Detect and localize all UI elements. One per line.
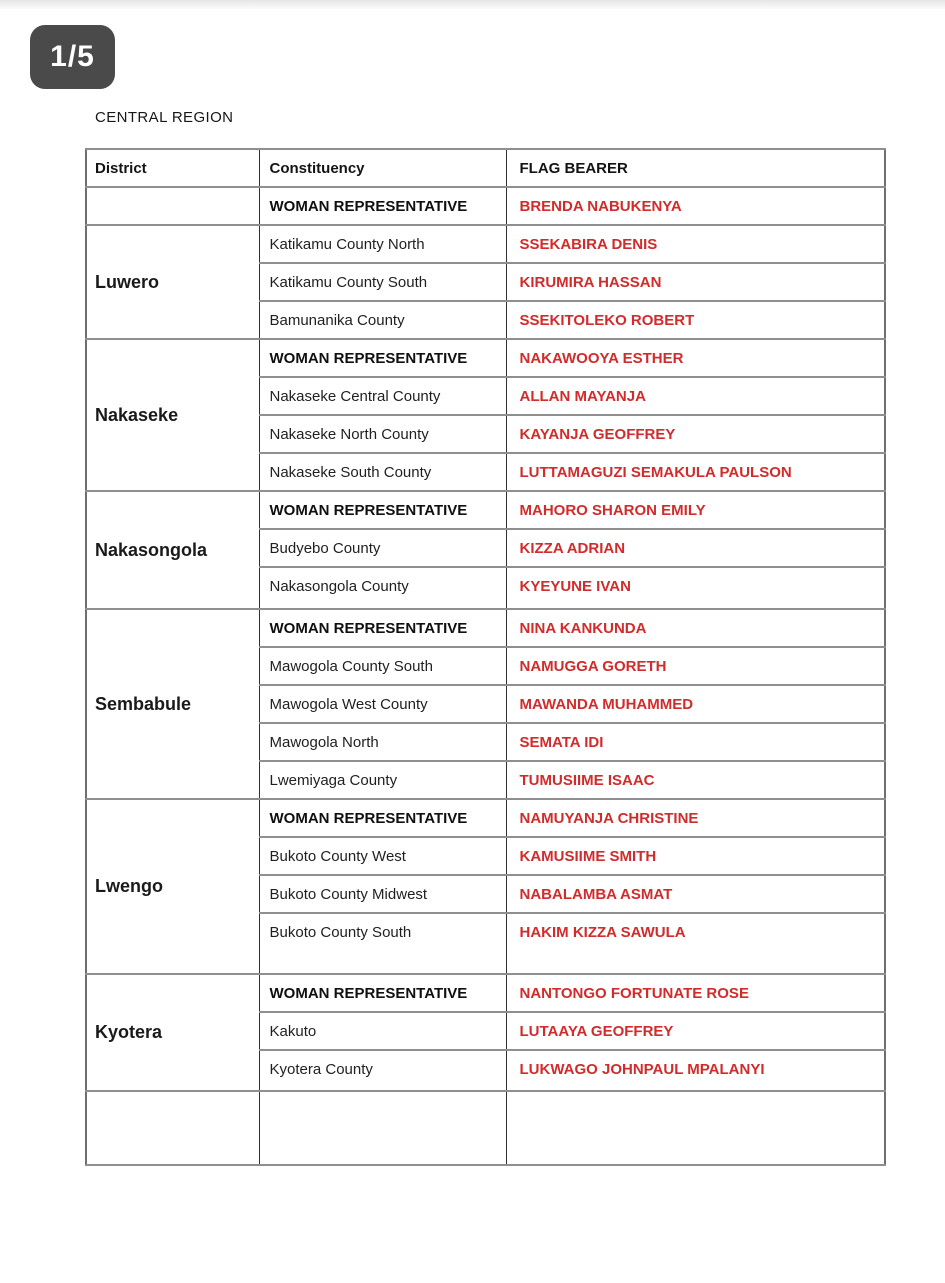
constituency-cell: Nakasongola County [259,567,506,609]
district-cell: Sembabule [86,609,259,799]
flag-bearer-cell: ALLAN MAYANJA [506,377,885,415]
column-header-constituency: Constituency [259,149,506,187]
table-row [86,187,885,225]
flag-bearer-cell: TUMUSIIME ISAAC [506,761,885,799]
table-row [86,225,885,263]
flag-bearer-cell: NAKAWOOYA ESTHER [506,339,885,377]
column-header-flag-bearer: FLAG BEARER [506,149,885,187]
flag-bearer-cell: LUTTAMAGUZI SEMAKULA PAULSON [506,453,885,491]
table-row [86,339,885,377]
flag-bearer-cell: KYEYUNE IVAN [506,567,885,609]
region-title: CENTRAL REGION [95,109,234,126]
flag-bearer-cell: LUKWAGO JOHNPAUL MPALANYI [506,1050,885,1091]
constituency-cell: WOMAN REPRESENTATIVE [259,609,506,647]
flag-bearer-cell: KAMUSIIME SMITH [506,837,885,875]
constituency-cell: Mawogola North [259,723,506,761]
header-row [86,149,885,187]
column-header-district: District [86,149,259,187]
constituency-cell: Bukoto County South [259,913,506,974]
district-cell: Kyotera [86,974,259,1091]
constituency-cell: WOMAN REPRESENTATIVE [259,339,506,377]
constituency-cell: Bukoto County West [259,837,506,875]
district-cell: Luwero [86,225,259,339]
district-cell: Nakasongola [86,491,259,609]
flag-bearer-cell: KAYANJA GEOFFREY [506,415,885,453]
constituency-cell: Katikamu County North [259,225,506,263]
flag-bearer-cell: NANTONGO FORTUNATE ROSE [506,974,885,1012]
constituency-cell: Nakaseke South County [259,453,506,491]
district-cell [86,1091,259,1165]
constituency-cell: WOMAN REPRESENTATIVE [259,187,506,225]
constituency-cell: Katikamu County South [259,263,506,301]
constituency-cell: Nakaseke Central County [259,377,506,415]
table-row [86,609,885,647]
district-cell [86,187,259,225]
constituency-cell [259,1091,506,1165]
constituency-cell: WOMAN REPRESENTATIVE [259,974,506,1012]
district-cell: Nakaseke [86,339,259,491]
flag-bearer-cell: NABALAMBA ASMAT [506,875,885,913]
table-row [86,974,885,1012]
flag-bearer-cell: MAWANDA MUHAMMED [506,685,885,723]
flag-bearer-cell: SSEKABIRA DENIS [506,225,885,263]
flag-bearer-cell: NINA KANKUNDA [506,609,885,647]
flag-bearer-cell: KIZZA ADRIAN [506,529,885,567]
constituency-cell: Nakaseke North County [259,415,506,453]
flag-bearer-cell: HAKIM KIZZA SAWULA [506,913,885,974]
flag-bearer-cell: BRENDA NABUKENYA [506,187,885,225]
flag-bearer-cell: NAMUGGA GORETH [506,647,885,685]
constituency-cell: Bukoto County Midwest [259,875,506,913]
flag-bearer-cell: SEMATA IDI [506,723,885,761]
constituency-cell: Mawogola West County [259,685,506,723]
table-row [86,1091,885,1165]
constituency-cell: Bamunanika County [259,301,506,339]
page-number-text: 1/5 [50,40,95,73]
constituency-cell: Mawogola County South [259,647,506,685]
constituency-cell: Budyebo County [259,529,506,567]
district-cell: Lwengo [86,799,259,974]
flag-bearer-cell: MAHORO SHARON EMILY [506,491,885,529]
top-edge-band [0,0,945,9]
flag-bearer-cell: LUTAAYA GEOFFREY [506,1012,885,1050]
constituency-cell: Kyotera County [259,1050,506,1091]
constituency-cell: WOMAN REPRESENTATIVE [259,491,506,529]
flag-bearer-cell: KIRUMIRA HASSAN [506,263,885,301]
page-number-badge [30,25,115,89]
constituency-cell: Kakuto [259,1012,506,1050]
flag-bearer-table [85,148,886,1166]
flag-bearer-cell: NAMUYANJA CHRISTINE [506,799,885,837]
table-row [86,799,885,837]
constituency-cell: WOMAN REPRESENTATIVE [259,799,506,837]
constituency-cell: Lwemiyaga County [259,761,506,799]
table-row [86,491,885,529]
flag-bearer-cell: SSEKITOLEKO ROBERT [506,301,885,339]
flag-bearer-cell [506,1091,885,1165]
